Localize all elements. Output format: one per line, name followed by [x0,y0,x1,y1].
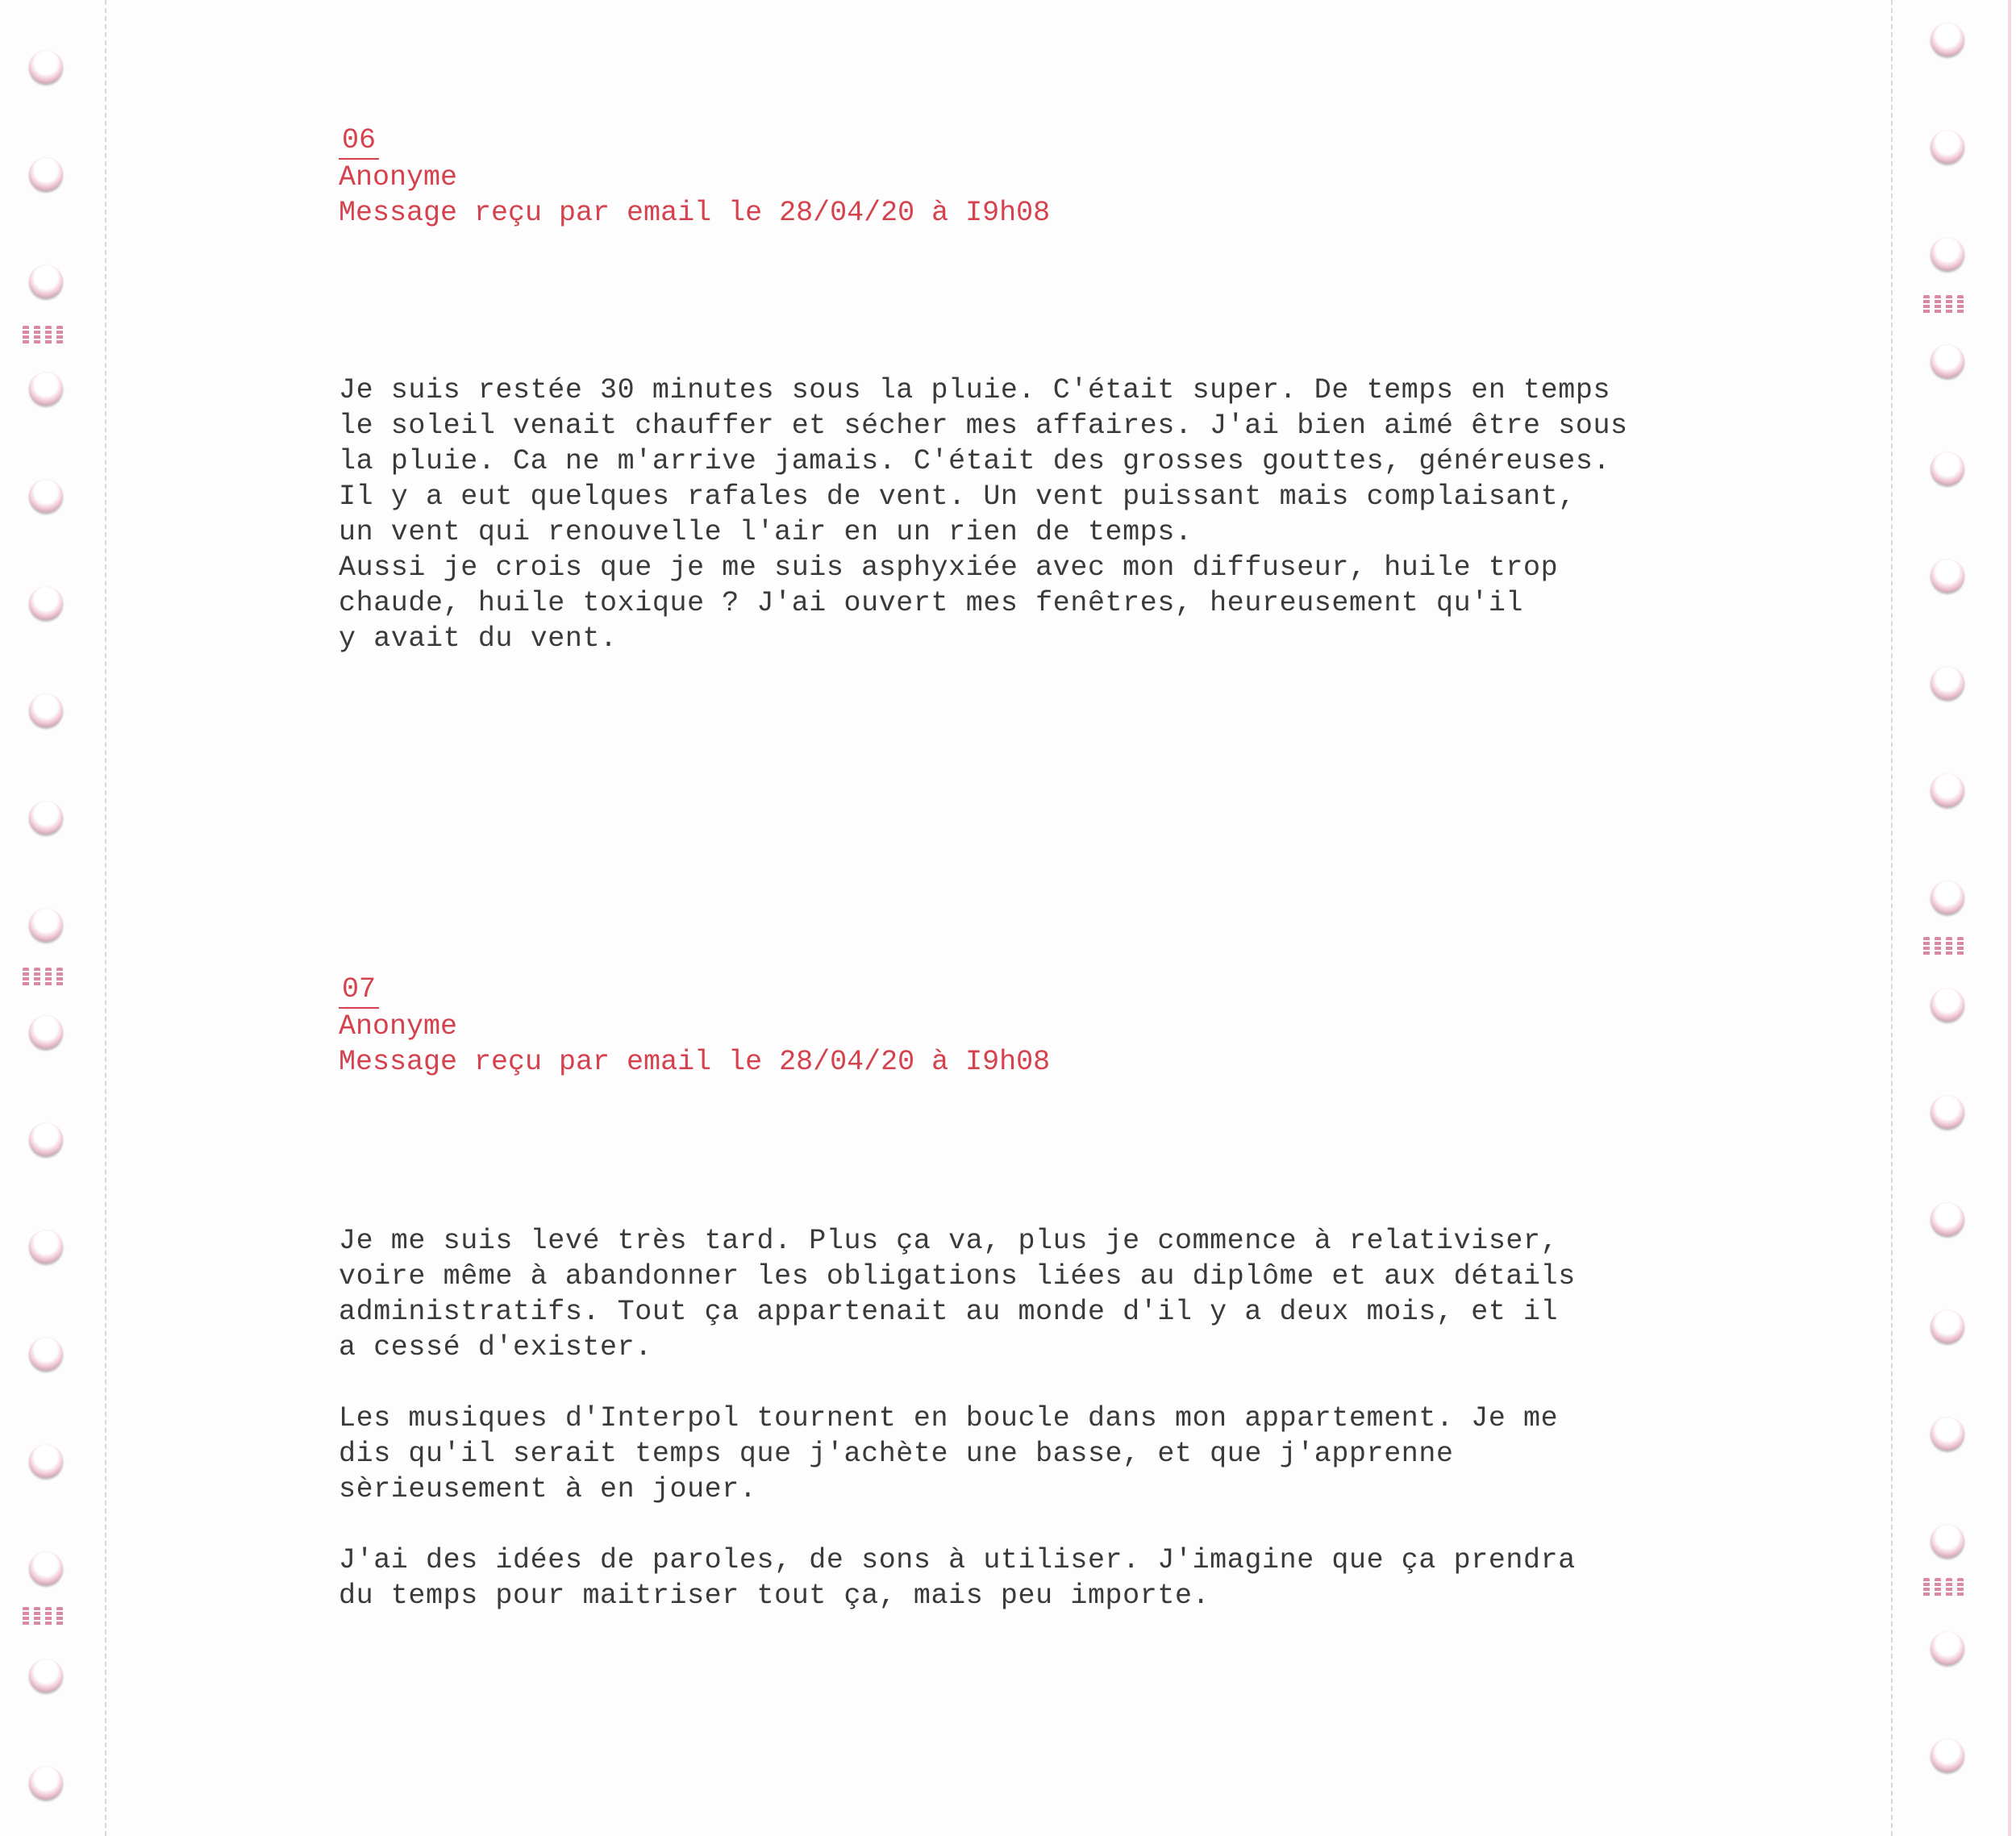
feed-hole [29,1766,63,1800]
feed-hole [29,801,63,835]
feed-hole [29,1659,63,1692]
feed-hole [1931,130,1964,164]
feed-hole [29,479,63,513]
feed-hole [1931,237,1964,271]
feed-hole [1931,988,1964,1022]
feed-hole [29,1551,63,1585]
entry-body [339,373,1693,656]
text-line: un vent qui renouvelle l'air en un rien de temps. [339,516,1193,548]
feed-hole [29,1444,63,1478]
text-line: a cessé d'exister. [339,1331,652,1363]
feed-hole [29,264,63,298]
right-feed-holes [1927,0,1976,1836]
entry-paragraph [339,1401,1693,1507]
text-line: le soleil venait chauffer et sécher mes affaires. J'ai bien aimé être sous [339,410,1628,442]
entry-author: Anonyme [339,1010,458,1043]
text-line: Les musiques d'Interpol tournent en boucle dans mon appartement. Je me [339,1402,1559,1434]
feed-hole [1931,344,1964,378]
entry-header [339,972,1050,1080]
text-line: chaude, huile toxique ? J'ai ouvert mes fenêtres, heureusement qu'il [339,587,1524,619]
text-line: dis qu'il serait temps que j'achète une basse, et que j'apprenne [339,1438,1454,1470]
feed-hole [29,1230,63,1264]
perforation-marks [23,1607,79,1626]
feed-hole [1931,1738,1964,1772]
feed-hole [29,586,63,620]
feed-hole [1931,23,1964,56]
feed-hole [1931,559,1964,593]
feed-hole [1931,666,1964,700]
feed-hole [29,1122,63,1156]
entry-paragraph [339,373,1693,656]
feed-hole [1931,452,1964,485]
text-line: administratifs. Tout ça appartenait au monde d'il y a deux mois, et il [339,1296,1559,1328]
feed-hole [29,1015,63,1049]
entry-number: 07 [339,972,379,1009]
feed-hole [29,372,63,406]
right-perforation-line [1891,0,1893,1836]
entry-received-line: Message reçu par email le 28/04/20 à I9h08 [339,1046,1051,1078]
right-paper-edge [2008,0,2011,1836]
entry-paragraph [339,1542,1693,1613]
feed-hole [1931,1095,1964,1129]
text-line: Je suis restée 30 minutes sous la pluie. C'était super. De temps en temps [339,374,1611,406]
perforation-marks [1923,937,1980,956]
feed-hole [29,693,63,727]
entry-author: Anonyme [339,161,458,194]
perforation-marks [1923,295,1980,314]
text-line: Je me suis levé très tard. Plus ça va, plus je commence à relativiser, [339,1225,1559,1257]
perforation-marks [23,326,79,345]
entry-number: 06 [339,123,379,160]
left-feed-holes [24,0,73,1836]
text-line: du temps pour maitriser tout ça, mais peu importe. [339,1580,1210,1612]
feed-hole [29,157,63,191]
entry-received-line: Message reçu par email le 28/04/20 à I9h08 [339,197,1051,229]
entry-body [339,1223,1693,1613]
perforation-marks [1923,1578,1980,1597]
feed-hole [1931,773,1964,807]
feed-hole [29,50,63,84]
entry-paragraph [339,1223,1693,1365]
text-line: voire même à abandonner les obligations liées au diplôme et aux détails [339,1260,1576,1293]
text-line: sèrieusement à en jouer. [339,1473,757,1505]
entry-header [339,123,1050,231]
perforation-marks [23,968,79,987]
left-perforation-line [105,0,106,1836]
text-line: la pluie. Ca ne m'arrive jamais. C'était des grosses gouttes, généreuses. [339,445,1611,477]
feed-hole [1931,1309,1964,1343]
feed-hole [1931,1524,1964,1558]
feed-hole [29,908,63,942]
feed-hole [1931,1202,1964,1236]
text-line: J'ai des idées de paroles, de sons à utiliser. J'imagine que ça prendra [339,1544,1576,1576]
feed-hole [1931,881,1964,914]
feed-hole [29,1337,63,1371]
feed-hole [1931,1631,1964,1665]
feed-hole [1931,1417,1964,1451]
text-line: Aussi je crois que je me suis asphyxiée avec mon diffuseur, huile trop [339,552,1559,584]
text-line: y avait du vent. [339,622,618,655]
text-line: Il y a eut quelques rafales de vent. Un vent puissant mais complaisant, [339,481,1576,513]
